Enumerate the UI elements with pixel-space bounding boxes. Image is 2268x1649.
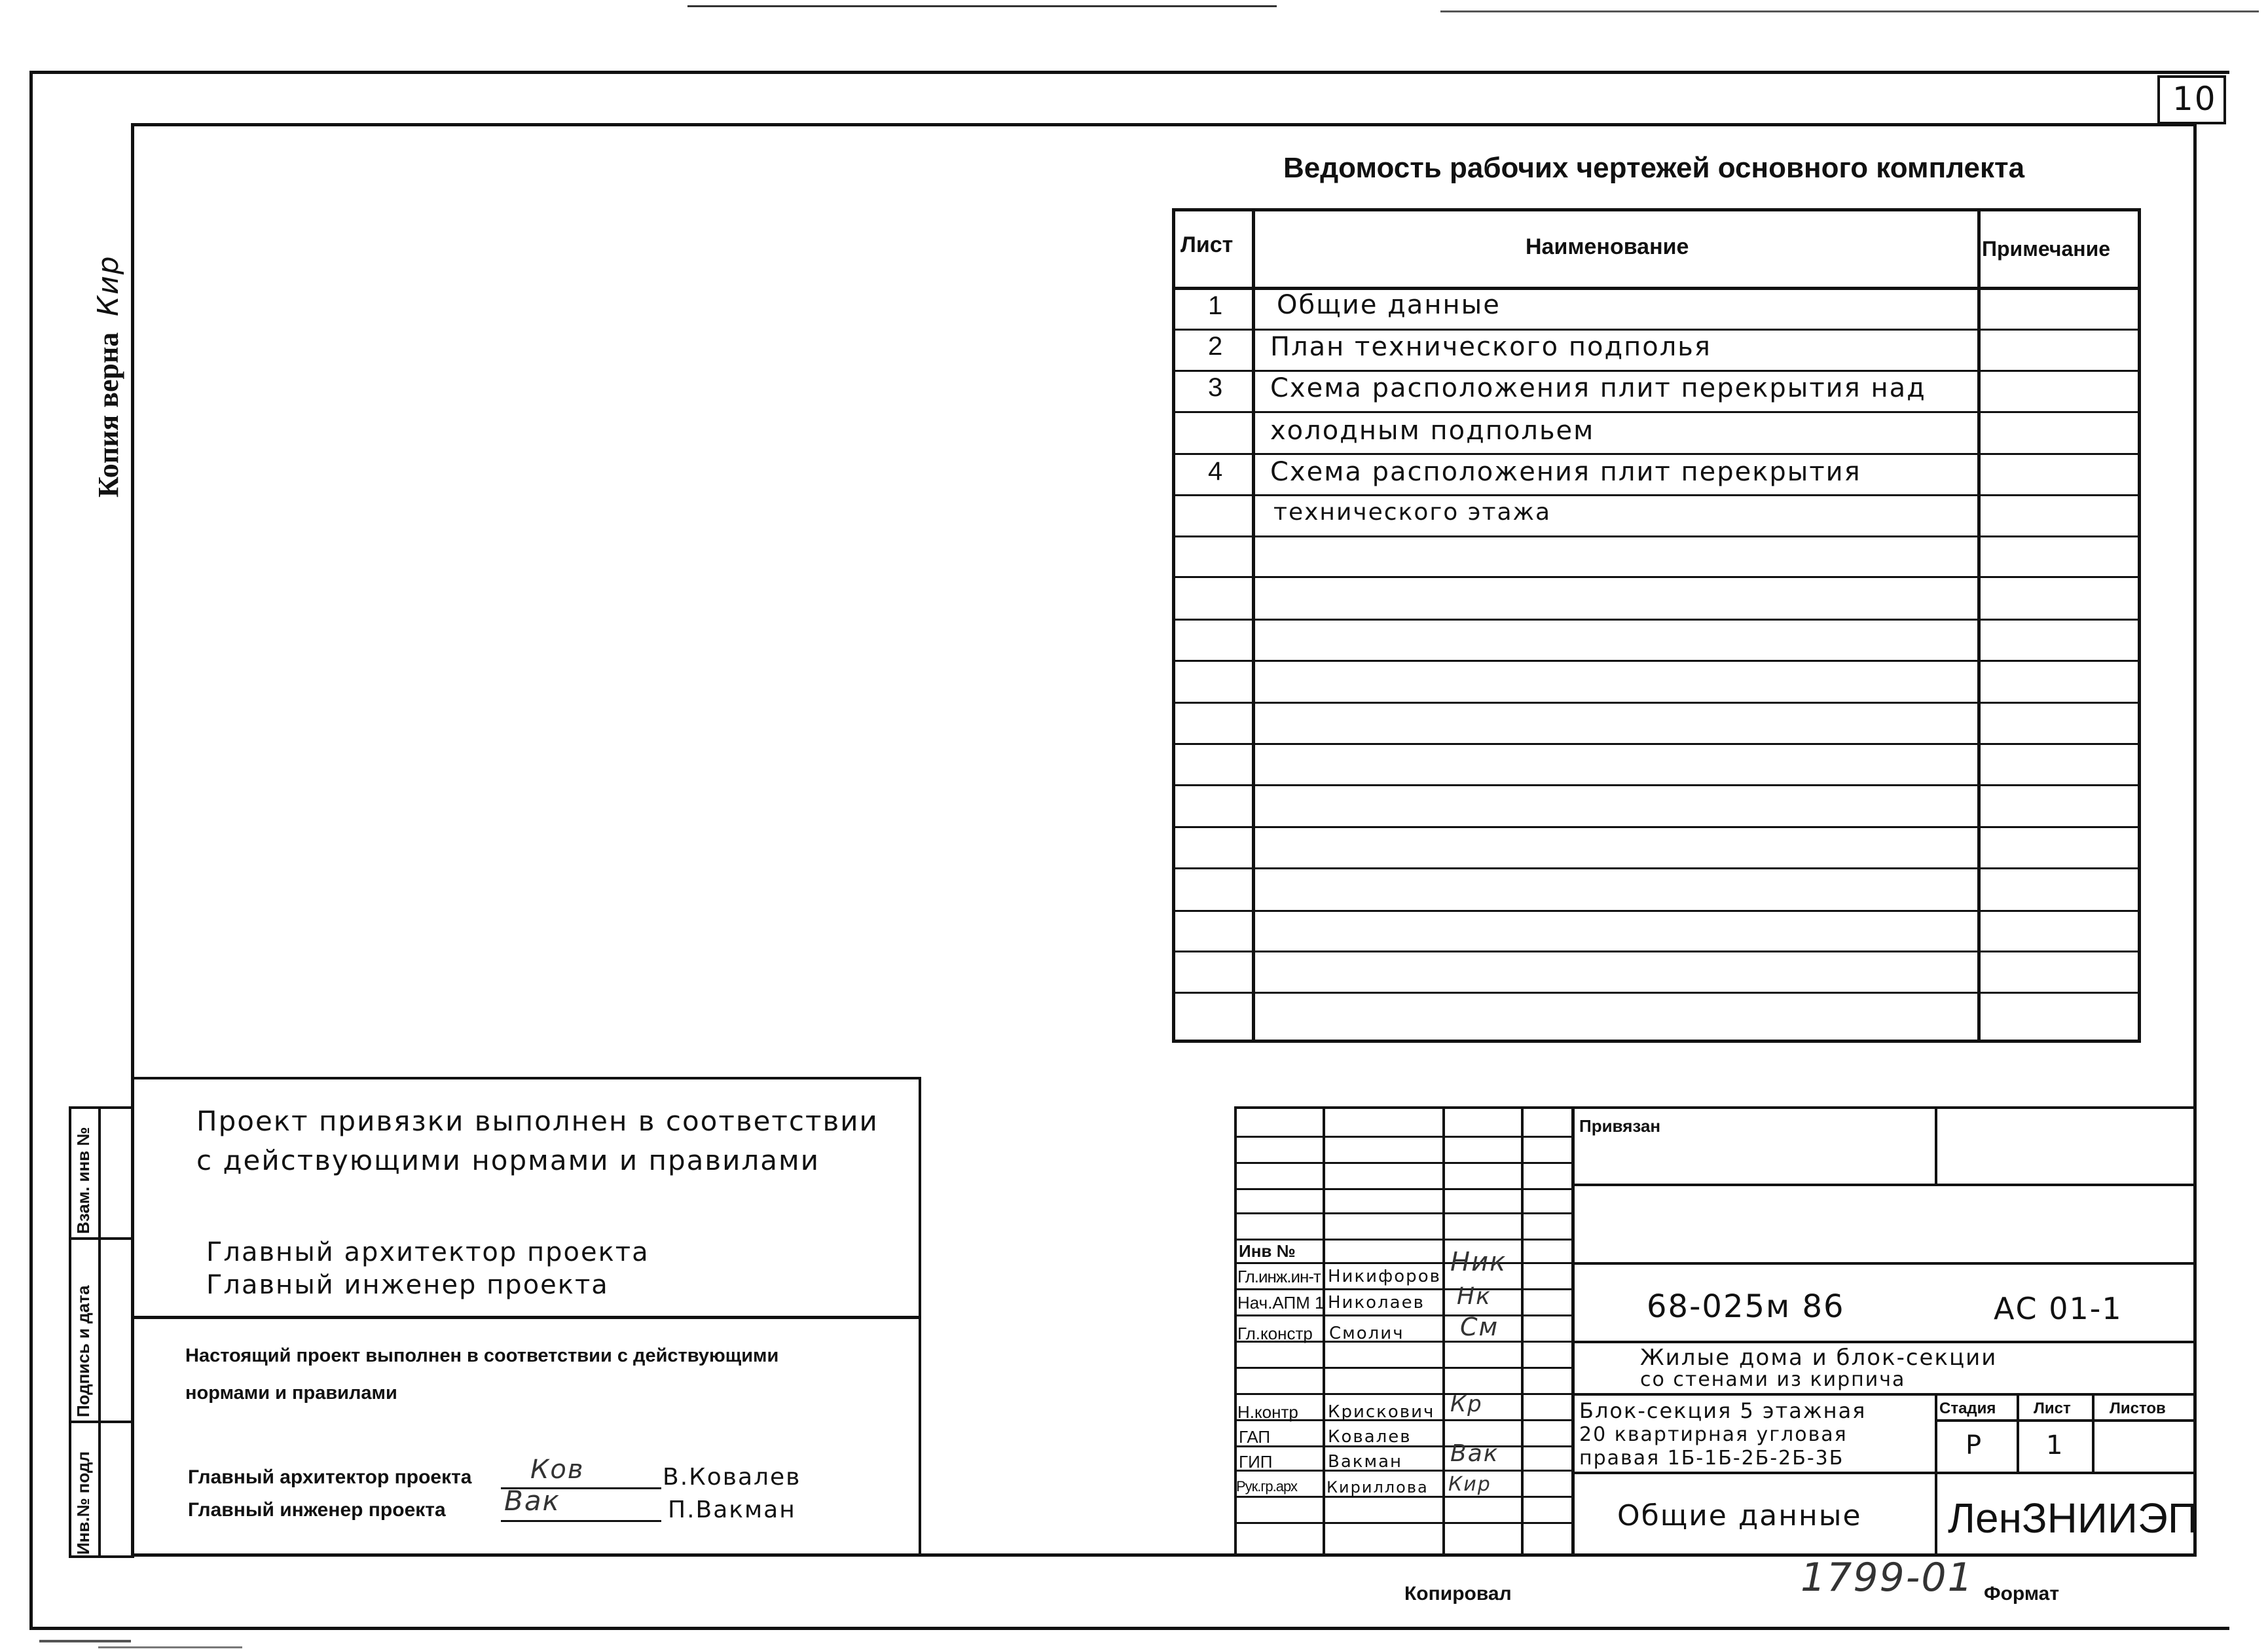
table-row-divider: [1172, 660, 2141, 662]
title-block-row-divider: [1234, 1314, 1573, 1316]
tb-sheet-title: Общие данные: [1617, 1499, 1862, 1532]
title-block-row-divider: [1234, 1262, 1573, 1264]
title-block-row-divider: [1234, 1162, 1573, 1164]
format-label: Формат: [1984, 1583, 2060, 1604]
table-row-divider: [1172, 576, 2141, 578]
engineer-sign-line: [501, 1520, 661, 1522]
staff-7-sign: Кир: [1448, 1473, 1491, 1496]
tb-bound-divider: [1935, 1106, 1937, 1185]
table-row-divider: [1172, 370, 2141, 372]
table-row-2-name: Схема расположения плит перекрытия над: [1270, 373, 1926, 403]
staff-0-role: Гл.инж.ин-т: [1237, 1267, 1321, 1286]
staff-1-sign: Нк: [1457, 1283, 1491, 1310]
tb-section-2: 20 квартирная угловая: [1579, 1423, 1848, 1446]
binding-chief-architect: Главный архитектор проекта: [206, 1237, 649, 1267]
table-row-0-name: Общие данные: [1277, 290, 1501, 320]
table-row-4-name: Схема расположения плит перекрытия: [1270, 457, 1861, 487]
title-block-row-divider: [1234, 1188, 1573, 1190]
outer-frame-top: [29, 71, 2229, 74]
table-row-3-name: холодным подпольем: [1270, 416, 1595, 446]
compliance-architect-name: В.Ковалев: [663, 1464, 801, 1491]
title-block-row-divider: [1234, 1288, 1573, 1290]
archive-number: 1799-01: [1801, 1555, 1974, 1601]
tb-stage-value: Р: [1966, 1430, 1983, 1460]
binding-line-2: с действующими нормами и правилами: [196, 1144, 820, 1176]
tb-col: [1442, 1106, 1445, 1557]
table-row-1-sheet: 2: [1208, 332, 1223, 361]
scan-mark: [1440, 10, 2259, 12]
tb-stage-label: Стадия: [1939, 1400, 1996, 1417]
staff-1-name: Николаев: [1328, 1293, 1425, 1313]
tb-stage-divider: [1935, 1393, 1937, 1557]
table-row-divider: [1172, 992, 2141, 994]
tb-section-3: правая 1Б-1Б-2Б-2Б-3Б: [1579, 1447, 1844, 1470]
tb-right-row: [1571, 1262, 2197, 1265]
staff-0-sign: Ник: [1450, 1247, 1507, 1277]
staff-5-role: ГАП: [1239, 1427, 1271, 1447]
tb-col: [1521, 1106, 1524, 1557]
staff-2-name: Смолич: [1329, 1324, 1404, 1343]
tb-sheets-label: Листов: [2110, 1400, 2166, 1417]
binding-chief-engineer: Главный инженер проекта: [206, 1270, 609, 1300]
binding-line-1: Проект привязки выполнен в соответствии: [196, 1105, 879, 1137]
title-block-row-divider: [1234, 1367, 1573, 1369]
scan-mark: [98, 1646, 242, 1648]
compliance-engineer-sign: Вак: [504, 1485, 560, 1517]
tb-right-row: [1571, 1184, 2197, 1186]
tb-section-1: Блок-секция 5 этажная: [1579, 1398, 1867, 1423]
table-row-divider: [1172, 784, 2141, 786]
table-row-divider: [1172, 702, 2141, 704]
title-block-row-divider: [1234, 1522, 1573, 1524]
outer-frame-left: [29, 71, 33, 1629]
scan-mark: [687, 5, 1277, 7]
tb-project-code: 68-025м 86: [1647, 1288, 1845, 1325]
title-block-row-divider: [1234, 1239, 1573, 1241]
tb-stage-col: [2092, 1393, 2094, 1472]
table-row-5-name: технического этажа: [1273, 499, 1552, 526]
table-row-divider: [1172, 494, 2141, 496]
header-note: Примечание: [1982, 237, 2111, 261]
title-block-row-divider: [1234, 1212, 1573, 1214]
tb-right-row: [1571, 1472, 2197, 1474]
side-stamp-sign: Кир: [92, 255, 125, 317]
table-row-divider: [1172, 826, 2141, 828]
table-row-divider: [1172, 619, 2141, 621]
staff-5-name: Ковалев: [1328, 1427, 1412, 1447]
tb-bound-label: Привязан: [1579, 1116, 1661, 1136]
staff-2-role: Гл.констр: [1237, 1324, 1313, 1343]
table-row-2-sheet: 3: [1208, 373, 1223, 402]
staff-6-role: ГИП: [1239, 1452, 1273, 1472]
compliance-line-1: Настоящий проект выполнен в соответствии с действующими: [185, 1345, 779, 1366]
table-row-0-sheet: 1: [1208, 291, 1223, 320]
staff-2-sign: См: [1460, 1313, 1499, 1341]
header-sheet: Лист: [1180, 232, 1234, 257]
outer-frame-bottom: [29, 1627, 2229, 1630]
tb-stage-header-row: [1935, 1419, 2197, 1422]
table-row-divider: [1172, 329, 2141, 331]
table-row-divider: [1172, 743, 2141, 745]
side-stamp-text: Копия верна: [92, 332, 124, 498]
tb-organization: ЛенЗНИИЭП: [1948, 1495, 2198, 1542]
side-label-0: Взам. инв №: [73, 1127, 93, 1234]
side-label-1: Подпись и дата: [73, 1285, 93, 1417]
side-stamp: [92, 255, 125, 498]
title-block-row-divider: [1234, 1470, 1573, 1472]
staff-0-name: Никифоров: [1328, 1267, 1441, 1286]
side-column-divider: [69, 1421, 134, 1423]
tb-right-row: [1571, 1341, 2197, 1343]
drawing-list-title: Ведомость рабочих чертежей основного комплекта: [1283, 152, 2025, 184]
tb-stage-col: [2017, 1393, 2019, 1472]
table-row-divider: [1172, 867, 2141, 869]
compliance-line-2: нормами и правилами: [185, 1383, 397, 1404]
table-col-divider: [1252, 208, 1255, 1043]
title-block-row-divider: [1234, 1136, 1573, 1138]
header-name: Наименование: [1526, 234, 1689, 259]
staff-1-role: Нач.АПМ 1: [1237, 1293, 1325, 1313]
tb-inv-label: Инв №: [1239, 1241, 1296, 1261]
staff-4-sign: Кр: [1450, 1391, 1483, 1417]
table-row-1-name: План технического подполья: [1270, 332, 1711, 362]
tb-right-row: [1571, 1393, 2197, 1396]
table-row-divider: [1172, 453, 2141, 455]
side-column-divider: [98, 1106, 101, 1558]
copied-label: Копировал: [1404, 1583, 1512, 1604]
tb-project-name-2: со стенами из кирпича: [1640, 1368, 1906, 1391]
table-row-4-sheet: 4: [1208, 457, 1223, 486]
tb-sheet-value: 1: [2046, 1430, 2064, 1460]
staff-4-name: Крискович: [1328, 1402, 1435, 1422]
side-label-2: Инв.№ подл: [73, 1451, 93, 1555]
staff-4-role: Н.контр: [1237, 1402, 1298, 1422]
compliance-engineer-name: П.Вакман: [668, 1496, 796, 1523]
table-row-divider: [1172, 910, 2141, 912]
compliance-architect-label: Главный архитектор проекта: [188, 1466, 472, 1488]
staff-7-role: Рук.гр.арх: [1236, 1478, 1298, 1495]
binding-note-divider: [131, 1316, 921, 1319]
scan-mark: [39, 1640, 131, 1642]
staff-7-name: Кириллова: [1326, 1478, 1429, 1496]
staff-6-name: Вакман: [1328, 1452, 1403, 1472]
tb-project-name-1: Жилые дома и блок-секции: [1640, 1345, 1998, 1371]
table-row-divider: [1172, 535, 2141, 537]
compliance-engineer-label: Главный инженер проекта: [188, 1499, 446, 1521]
tb-col: [1323, 1106, 1325, 1557]
tb-doc-code: АС 01-1: [1994, 1291, 2123, 1326]
table-row-divider: [1172, 951, 2141, 952]
table-row-divider: [1172, 411, 2141, 413]
tb-sheet-label: Лист: [2034, 1400, 2071, 1417]
staff-6-sign: Вак: [1450, 1440, 1499, 1467]
side-column-divider: [69, 1237, 134, 1240]
table-col-divider: [1977, 208, 1981, 1043]
title-block-row-divider: [1234, 1393, 1573, 1395]
sheet-number: 10: [2172, 80, 2217, 118]
tb-col: [1571, 1106, 1575, 1557]
compliance-architect-sign: Ков: [530, 1455, 585, 1485]
